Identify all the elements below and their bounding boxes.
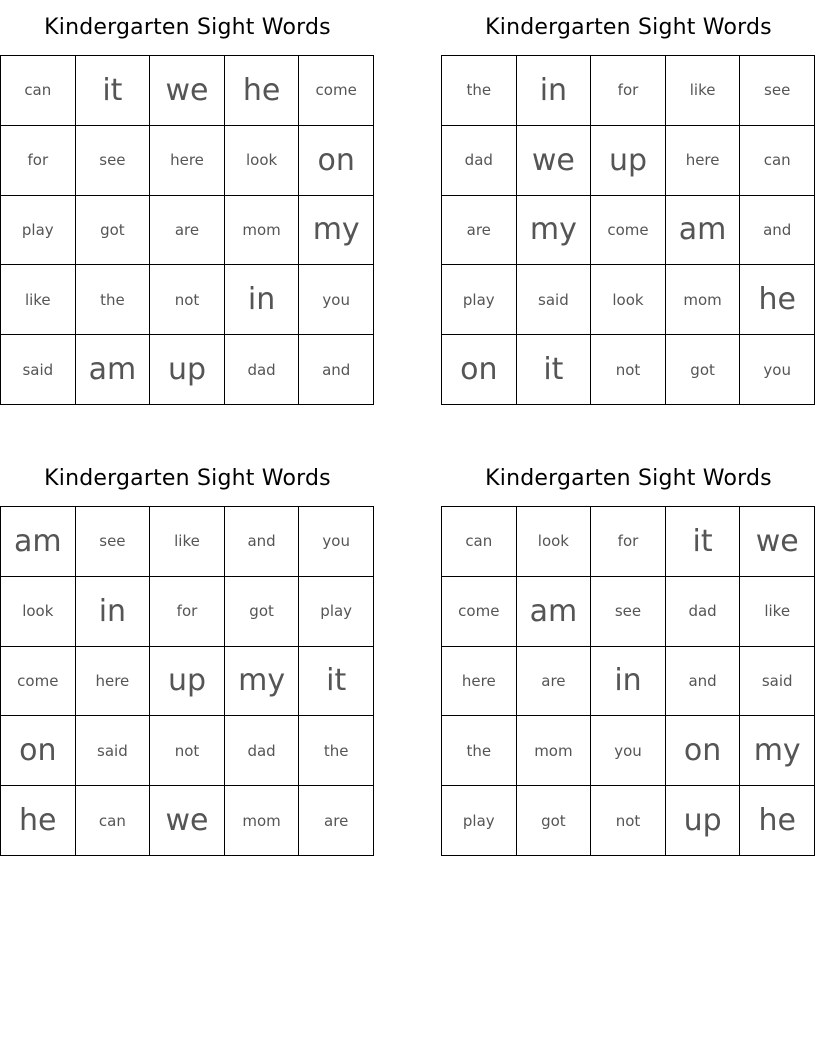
word-cell: he	[225, 56, 300, 126]
word-cell: he	[740, 265, 815, 335]
word-cell: mom	[666, 265, 741, 335]
word-cell: can	[442, 507, 517, 577]
word-cell: can	[1, 56, 76, 126]
word-cell: got	[517, 786, 592, 856]
word-cell: see	[740, 56, 815, 126]
word-cell: am	[1, 507, 76, 577]
word-cell: look	[1, 577, 76, 647]
word-cell: for	[150, 577, 225, 647]
word-cell: for	[591, 507, 666, 577]
word-cell: and	[740, 196, 815, 266]
word-cell: mom	[225, 196, 300, 266]
card-title: Kindergarten Sight Words	[44, 466, 331, 491]
word-cell: see	[591, 577, 666, 647]
word-cell: can	[740, 126, 815, 196]
word-cell: see	[76, 126, 151, 196]
word-cell: am	[517, 577, 592, 647]
word-cell: you	[591, 716, 666, 786]
word-cell: and	[666, 647, 741, 717]
word-cell: play	[1, 196, 76, 266]
word-cell: he	[1, 786, 76, 856]
word-cell: my	[517, 196, 592, 266]
word-cell: see	[76, 507, 151, 577]
word-cell: up	[666, 786, 741, 856]
word-cell: it	[517, 335, 592, 405]
word-cell: here	[666, 126, 741, 196]
word-cell: you	[299, 265, 374, 335]
word-cell: my	[225, 647, 300, 717]
word-cell: come	[442, 577, 517, 647]
word-cell: you	[740, 335, 815, 405]
word-cell: said	[517, 265, 592, 335]
word-cell: on	[299, 126, 374, 196]
word-cell: my	[740, 716, 815, 786]
word-cell: in	[76, 577, 151, 647]
word-cell: play	[299, 577, 374, 647]
word-cell: not	[150, 716, 225, 786]
word-cell: said	[740, 647, 815, 717]
word-grid	[0, 506, 374, 856]
word-cell: come	[299, 56, 374, 126]
word-cell: here	[76, 647, 151, 717]
word-cell: we	[740, 507, 815, 577]
word-cell: my	[299, 196, 374, 266]
word-cell: like	[666, 56, 741, 126]
word-cell: got	[76, 196, 151, 266]
word-cell: mom	[517, 716, 592, 786]
word-cell: up	[150, 647, 225, 717]
word-cell: are	[442, 196, 517, 266]
card-title: Kindergarten Sight Words	[485, 15, 772, 40]
word-cell: like	[150, 507, 225, 577]
word-cell: play	[442, 265, 517, 335]
card-title: Kindergarten Sight Words	[485, 466, 772, 491]
bingo-card-3	[0, 451, 375, 839]
word-cell: we	[150, 786, 225, 856]
word-cell: up	[591, 126, 666, 196]
word-cell: said	[1, 335, 76, 405]
word-cell: look	[517, 507, 592, 577]
word-cell: are	[517, 647, 592, 717]
word-cell: are	[299, 786, 374, 856]
word-cell: play	[442, 786, 517, 856]
word-cell: on	[1, 716, 76, 786]
word-cell: can	[76, 786, 151, 856]
word-cell: not	[150, 265, 225, 335]
word-cell: in	[591, 647, 666, 717]
word-cell: look	[591, 265, 666, 335]
word-cell: for	[1, 126, 76, 196]
word-cell: come	[1, 647, 76, 717]
word-cell: like	[740, 577, 815, 647]
word-cell: on	[442, 335, 517, 405]
word-cell: am	[76, 335, 151, 405]
word-cell: dad	[225, 716, 300, 786]
word-cell: and	[225, 507, 300, 577]
word-grid	[441, 506, 815, 856]
word-cell: dad	[666, 577, 741, 647]
word-cell: we	[517, 126, 592, 196]
word-cell: up	[150, 335, 225, 405]
word-cell: on	[666, 716, 741, 786]
bingo-card-2	[441, 0, 816, 388]
word-grid	[441, 55, 815, 405]
word-cell: the	[299, 716, 374, 786]
word-cell: not	[591, 335, 666, 405]
word-cell: the	[442, 716, 517, 786]
word-cell: it	[76, 56, 151, 126]
word-cell: am	[666, 196, 741, 266]
word-cell: you	[299, 507, 374, 577]
word-cell: look	[225, 126, 300, 196]
word-cell: here	[150, 126, 225, 196]
word-cell: dad	[225, 335, 300, 405]
word-cell: in	[225, 265, 300, 335]
word-cell: got	[225, 577, 300, 647]
word-cell: here	[442, 647, 517, 717]
bingo-card-1	[0, 0, 375, 388]
word-cell: not	[591, 786, 666, 856]
word-cell: he	[740, 786, 815, 856]
word-cell: are	[150, 196, 225, 266]
word-cell: the	[442, 56, 517, 126]
word-cell: it	[666, 507, 741, 577]
word-cell: in	[517, 56, 592, 126]
word-cell: the	[76, 265, 151, 335]
card-title: Kindergarten Sight Words	[44, 15, 331, 40]
word-cell: come	[591, 196, 666, 266]
word-cell: we	[150, 56, 225, 126]
word-cell: like	[1, 265, 76, 335]
word-cell: mom	[225, 786, 300, 856]
word-cell: it	[299, 647, 374, 717]
bingo-card-4	[441, 451, 816, 839]
word-cell: said	[76, 716, 151, 786]
word-cell: got	[666, 335, 741, 405]
word-cell: and	[299, 335, 374, 405]
word-cell: for	[591, 56, 666, 126]
word-cell: dad	[442, 126, 517, 196]
word-grid	[0, 55, 374, 405]
